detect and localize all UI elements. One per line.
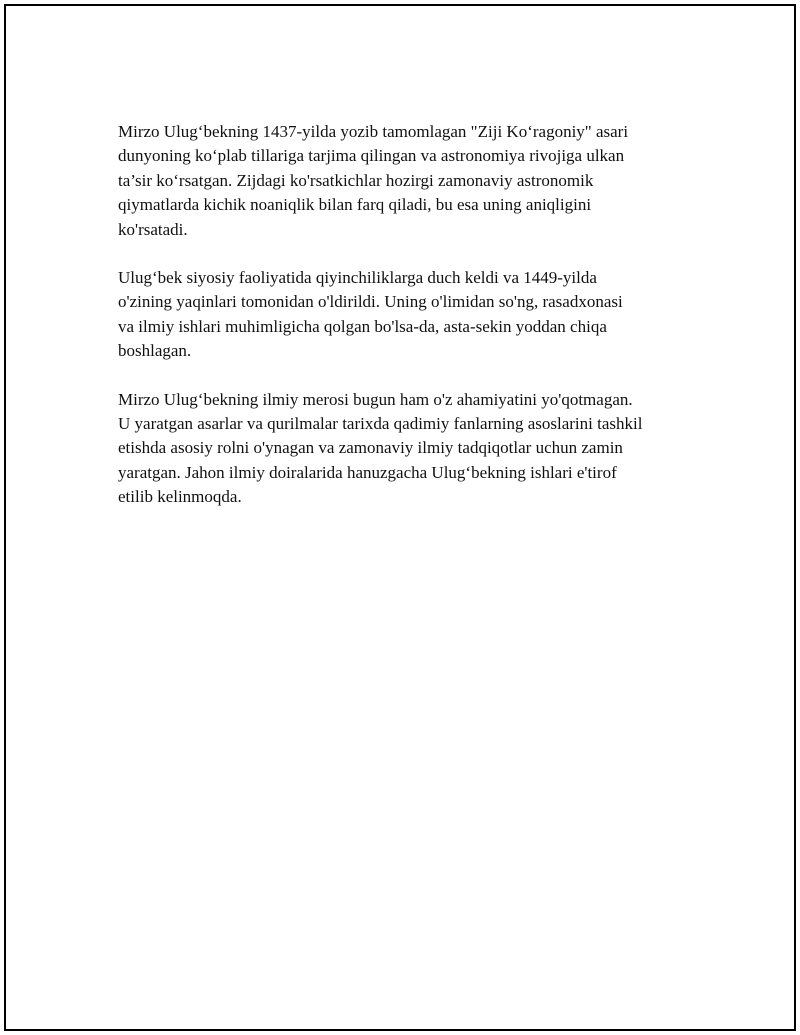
paragraph-2	[118, 266, 698, 364]
text-line: va ilmiy ishlari muhimligicha qolgan bo'lsa-da, asta-sekin yoddan chiqa	[118, 316, 607, 336]
text-line: o'zining yaqinlari tomonidan o'ldirildi. Uning o'limidan so'ng, rasadxonasi	[118, 292, 623, 312]
document-body	[118, 120, 698, 534]
text-line: dunyoning ko‘plab tillariga tarjima qilingan va astronomiya rivojiga ulkan	[118, 146, 625, 166]
text-line: qiymatlarda kichik noaniqlik bilan farq qiladi, bu esa uning aniqligini	[118, 195, 592, 215]
text-line: Mirzo Ulug‘bekning ilmiy merosi bugun ham o'z ahamiyatini yo'qotmagan.	[118, 389, 633, 409]
text-line: etilib kelinmoqda.	[118, 487, 242, 507]
paragraph-1	[118, 120, 698, 242]
text-line: ko'rsatadi.	[118, 219, 188, 239]
text-line: Mirzo Ulug‘bekning 1437-yilda yozib tamomlagan "Ziji Ko‘ragoniy" asari	[118, 122, 629, 141]
text-line: boshlagan.	[118, 341, 192, 361]
text-line: Ulug‘bek siyosiy faoliyatida qiyinchiliklarga duch keldi va 1449-yilda	[118, 268, 597, 288]
text-line: U yaratgan asarlar va qurilmalar tarixda qadimiy fanlarning asoslarini tashkil	[118, 414, 643, 434]
paragraph-3	[118, 388, 698, 510]
text-line: yaratgan. Jahon ilmiy doiralarida hanuzgacha Ulug‘bekning ishlari e'tirof	[118, 462, 617, 482]
page-frame	[4, 4, 796, 1031]
text-line: ta’sir ko‘rsatgan. Zijdagi ko'rsatkichlar hozirgi zamonaviy astronomik	[118, 170, 594, 190]
text-line: etishda asosiy rolni o'ynagan va zamonaviy ilmiy tadqiqotlar uchun zamin	[118, 438, 623, 458]
